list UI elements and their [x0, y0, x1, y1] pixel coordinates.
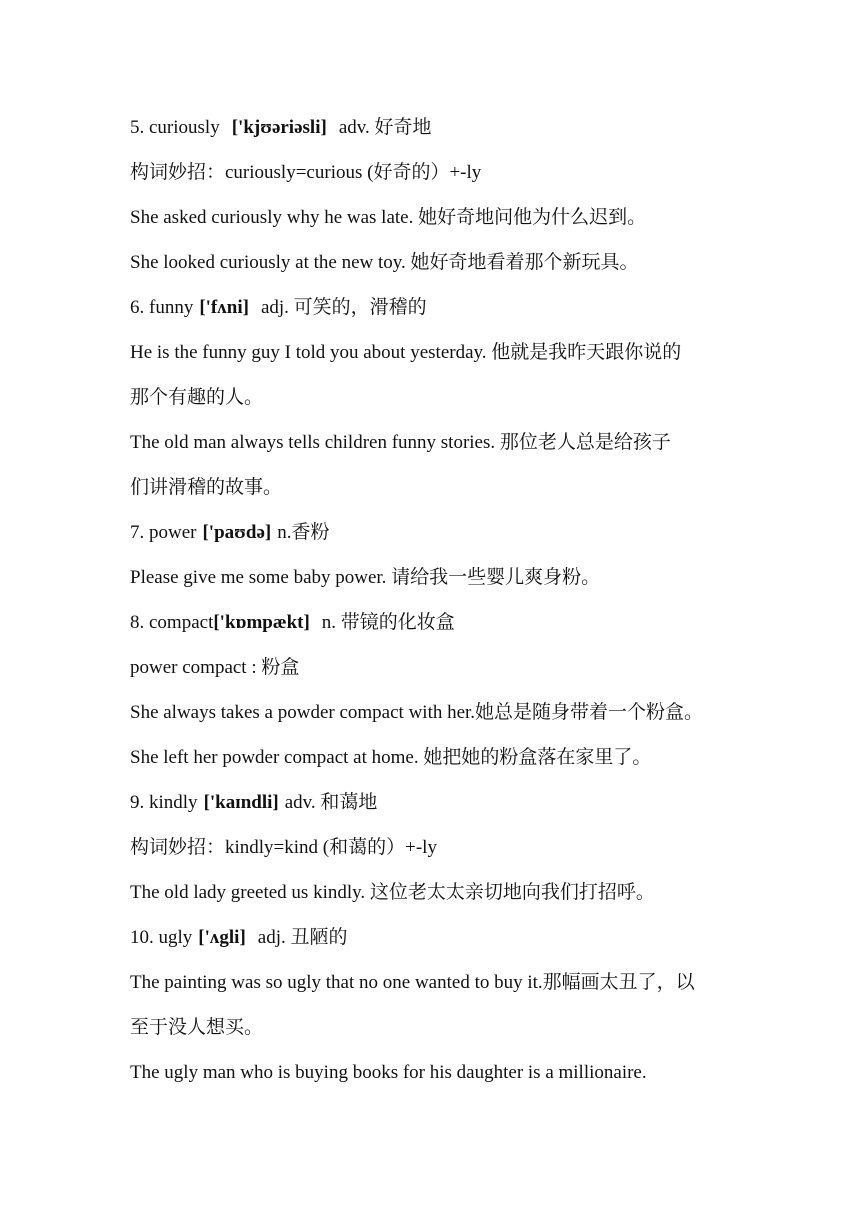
entry-9-word-formation: 构词妙招：kindly=kind (和蔼的）+-ly [130, 837, 437, 858]
entry-10-example-1-line-2: 至于没人想买。 [130, 1017, 264, 1038]
entry-9-phonetic: ['kaɪndli] [203, 792, 279, 813]
entry-10-heading [130, 926, 348, 950]
entry-5-example-2: She looked curiously at the new toy. 她好奇地看着那个新玩具。 [130, 252, 639, 273]
entry-5-heading [130, 116, 432, 140]
entry-8-definition: n. 带镜的化妆盒 [321, 612, 455, 633]
entry-5-word-formation: 构词妙招：curiously=curious (好奇的）+-ly [130, 162, 482, 183]
entry-9-example-1: The old lady greeted us kindly. 这位老太太亲切地向我们打招呼。 [130, 882, 655, 903]
entry-6-phonetic: ['fʌni] [199, 297, 249, 318]
entry-10-definition: adj. 丑陋的 [257, 927, 348, 948]
entry-10-phonetic: ['ʌgli] [198, 927, 246, 948]
entry-7-example-1: Please give me some baby power. 请给我一些婴儿爽身粉。 [130, 567, 601, 588]
entry-5-phonetic: ['kjʊəriəsli] [231, 117, 327, 138]
entry-8-example-2: She left her powder compact at home. 她把她的粉盒落在家里了。 [130, 747, 652, 768]
entry-7-phonetic: ['paʊdə] [202, 522, 272, 543]
entry-6-example-2-line-2: 们讲滑稽的故事。 [130, 477, 283, 498]
entry-8-word: 8. compact [130, 612, 214, 633]
entry-9-definition: adv. 和蔼地 [284, 792, 378, 813]
entry-8-phonetic: ['kɒmpækt] [213, 612, 310, 633]
entry-7-heading [130, 521, 329, 545]
entry-6-definition: adj. 可笑的，滑稽的 [260, 297, 427, 318]
entry-6-heading [130, 296, 427, 320]
entry-8-example-1: She always takes a powder compact with her.她总是随身带着一个粉盒。 [130, 702, 704, 723]
entry-6-word: 6. funny [130, 297, 194, 318]
entry-7-definition: n.香粉 [277, 522, 330, 543]
entry-7-word: 7. power [130, 522, 197, 543]
entry-9-word: 9. kindly [130, 792, 198, 813]
entry-10-word: 10. ugly [130, 927, 193, 948]
entry-9-heading [130, 791, 377, 815]
entry-5-example-1: She asked curiously why he was late. 她好奇地问他为什么迟到。 [130, 207, 647, 228]
entry-10-example-1-line-1: The painting was so ugly that no one wanted to buy it.那幅画太丑了，以 [130, 972, 695, 993]
entry-10-example-2: The ugly man who is buying books for his daughter is a millionaire. [130, 1062, 647, 1083]
entry-5-word: 5. curiously [130, 117, 220, 138]
entry-6-example-1-line-1: He is the funny guy I told you about yesterday. 他就是我昨天跟你说的 [130, 342, 682, 363]
entry-5-definition: adv. 好奇地 [338, 117, 432, 138]
entry-8-heading [130, 611, 455, 635]
entry-8-phrase: power compact : 粉盒 [130, 657, 300, 678]
entry-6-example-1-line-2: 那个有趣的人。 [130, 387, 264, 408]
entry-6-example-2-line-1: The old man always tells children funny stories. 那位老人总是给孩子 [130, 432, 671, 453]
